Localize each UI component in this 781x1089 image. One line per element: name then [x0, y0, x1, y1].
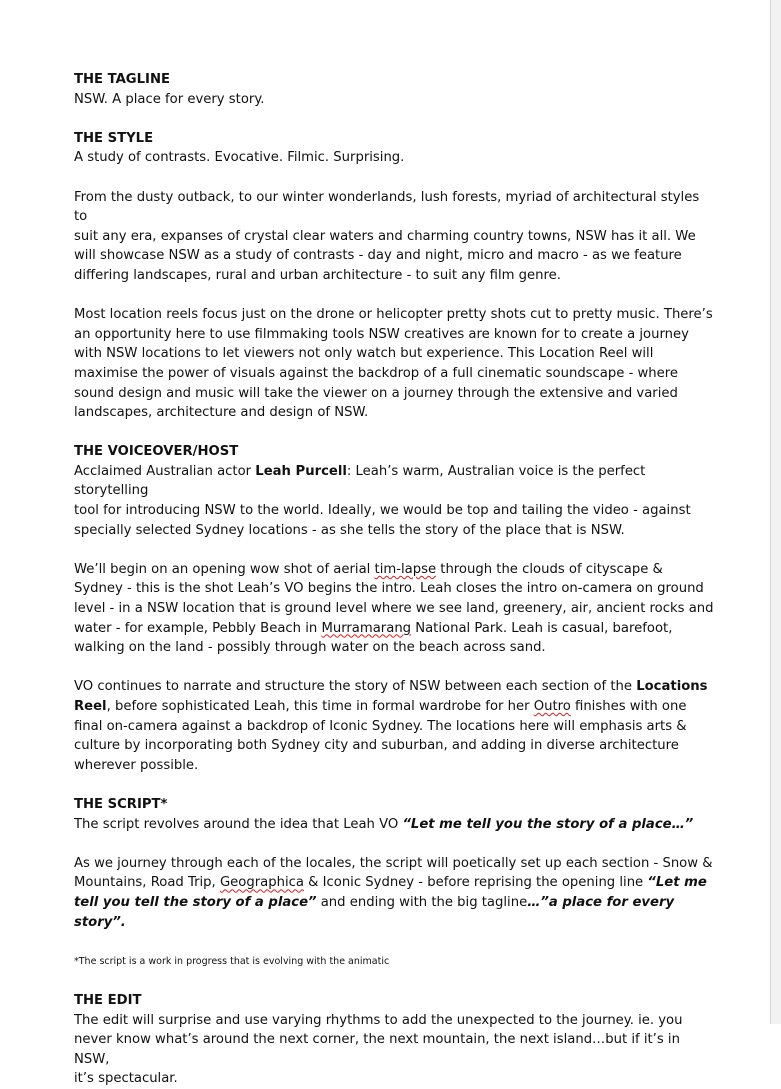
text-line: culture by incorporating both Sydney city and suburban, and adding in diverse architecture: [74, 738, 679, 754]
text-line: [74, 677, 714, 697]
spacer: [74, 109, 714, 129]
misspelled-word[interactable]: Murramarang: [321, 620, 412, 636]
spacer: [74, 286, 714, 306]
misspelled-word[interactable]: Geographica: [219, 875, 304, 891]
text-run: National Park. Leah is casual, barefoot,: [411, 620, 673, 636]
text-line: [74, 815, 714, 835]
text-run: and ending with the big tagline: [316, 894, 528, 910]
text-run: Mountains, Road Trip,: [74, 875, 220, 891]
script-quote: “Let me tell you the story of a place…”: [402, 816, 694, 832]
spacer: [74, 423, 714, 443]
spacer: [74, 932, 714, 952]
text-line: [74, 697, 714, 717]
text-run: The script revolves around the idea that Leah VO: [74, 816, 403, 832]
misspelled-word[interactable]: Outro: [533, 699, 571, 714]
text-run: finishes with one: [570, 699, 687, 714]
text-line: wherever possible.: [74, 757, 199, 773]
edit-heading: THE EDIT: [74, 992, 142, 1008]
text-line: The edit will surprise and use varying rhythms to add the unexpected to the journey. ie. you: [74, 1012, 683, 1028]
text-line: As we journey through each of the locales, the script will poetically set up each section - Snow &: [74, 855, 713, 871]
style-heading: THE STYLE: [74, 130, 154, 146]
spacer: [74, 540, 714, 560]
voiceover-paragraph-3: [74, 677, 714, 775]
text-line: [74, 619, 714, 639]
text-run: & Iconic Sydney - before reprising the opening line: [303, 875, 648, 891]
script-paragraph-2: [74, 854, 714, 932]
text-run: water - for example, Pebbly Beach in: [74, 620, 322, 636]
tagline-heading: THE TAGLINE: [74, 72, 170, 87]
text-run: VO continues to narrate and structure the story of NSW between each section of the: [74, 679, 637, 695]
text-line: [74, 873, 714, 893]
text-line: will showcase NSW as a study of contrasts - day and night, micro and macro - as we feature: [74, 248, 682, 264]
misspelled-word[interactable]: tim-lapse: [374, 561, 437, 577]
text-run: , before sophisticated Leah, this time in formal wardrobe for her: [106, 699, 534, 714]
style-paragraph-2: [74, 305, 714, 423]
script-quote: “Let me: [647, 875, 707, 891]
spacer: [74, 168, 714, 188]
text-line: maximise the power of visuals against the backdrop of a full cinematic soundscape - where: [74, 365, 679, 381]
text-line: tool for introducing NSW to the world. Ideally, we would be top and tailing the video - against: [74, 503, 691, 519]
text-line: it’s spectacular.: [74, 1071, 178, 1087]
text-line: an opportunity here to use filmmaking tools NSW creatives are known for to create a journey: [74, 326, 689, 342]
locations-reel-bold: Reel: [74, 699, 107, 714]
style-paragraph-1: [74, 188, 714, 286]
text-line: landscapes, architecture and design of NSW.: [74, 405, 369, 421]
voiceover-paragraph-1: [74, 462, 714, 540]
actor-name: Leah Purcell: [255, 463, 347, 479]
script-footnote: *The script is a work in progress that is evolving with the animatic: [74, 955, 390, 967]
scrollbar-track[interactable]: [771, 0, 781, 1024]
voiceover-heading: THE VOICEOVER/HOST: [74, 444, 239, 460]
text-line: with NSW locations to let viewers not only watch but experience. This Location Reel will: [74, 346, 654, 362]
script-heading: THE SCRIPT*: [74, 796, 168, 812]
text-line: sound design and music will take the viewer on a journey through the extensive and varied: [74, 385, 678, 401]
text-line: From the dusty outback, to our winter wonderlands, lush forests, myriad of architectural styles to: [74, 189, 700, 225]
text-run: We’ll begin on an opening wow shot of aerial: [74, 561, 375, 577]
text-line: walking on the land - possibly through water on the beach across sand.: [74, 640, 546, 656]
spacer: [74, 775, 714, 795]
text-line: specially selected Sydney locations - as she tells the story of the place that is NSW.: [74, 522, 625, 538]
text-line: final on-camera against a backdrop of Iconic Sydney. The locations here will emphasis arts &: [74, 718, 687, 734]
text-line: level - in a NSW location that is ground level where we see land, greenery, air, ancient rocks and: [74, 601, 714, 617]
script-quote: tell you tell the story of a place”: [74, 894, 317, 910]
voiceover-paragraph-2: [74, 560, 714, 658]
text-line: [74, 560, 714, 580]
script-quote: …”a place for every story”.: [74, 894, 675, 930]
document-body: [74, 70, 714, 1089]
spacer: [74, 658, 714, 678]
text-line: never know what’s around the next corner, the next mountain, the next island…but if it’s in NSW,: [74, 1032, 680, 1067]
locations-reel-bold: Locations: [636, 679, 708, 695]
text-run: through the clouds of cityscape &: [436, 561, 663, 577]
tagline-text: NSW. A place for every story.: [74, 91, 265, 107]
text-run: Acclaimed Australian actor: [74, 463, 256, 479]
edit-paragraph: [74, 1011, 714, 1089]
spacer: [74, 834, 714, 854]
text-line: suit any era, expanses of crystal clear waters and charming country towns, NSW has it all. We: [74, 228, 696, 244]
text-line: Most location reels focus just on the drone or helicopter pretty shots cut to pretty music. There’s: [74, 307, 713, 323]
text-line: [74, 462, 714, 501]
spacer: [74, 971, 714, 991]
text-run: : Leah’s warm, Australian voice is the perfect storytelling: [74, 463, 646, 499]
style-intro: A study of contrasts. Evocative. Filmic. Surprising.: [74, 150, 405, 166]
text-line: Sydney - this is the shot Leah’s VO begins the intro. Leah closes the intro on-camera on ground: [74, 581, 704, 597]
text-line: differing landscapes, rural and urban architecture - to suit any film genre.: [74, 267, 561, 283]
text-line: [74, 893, 714, 932]
